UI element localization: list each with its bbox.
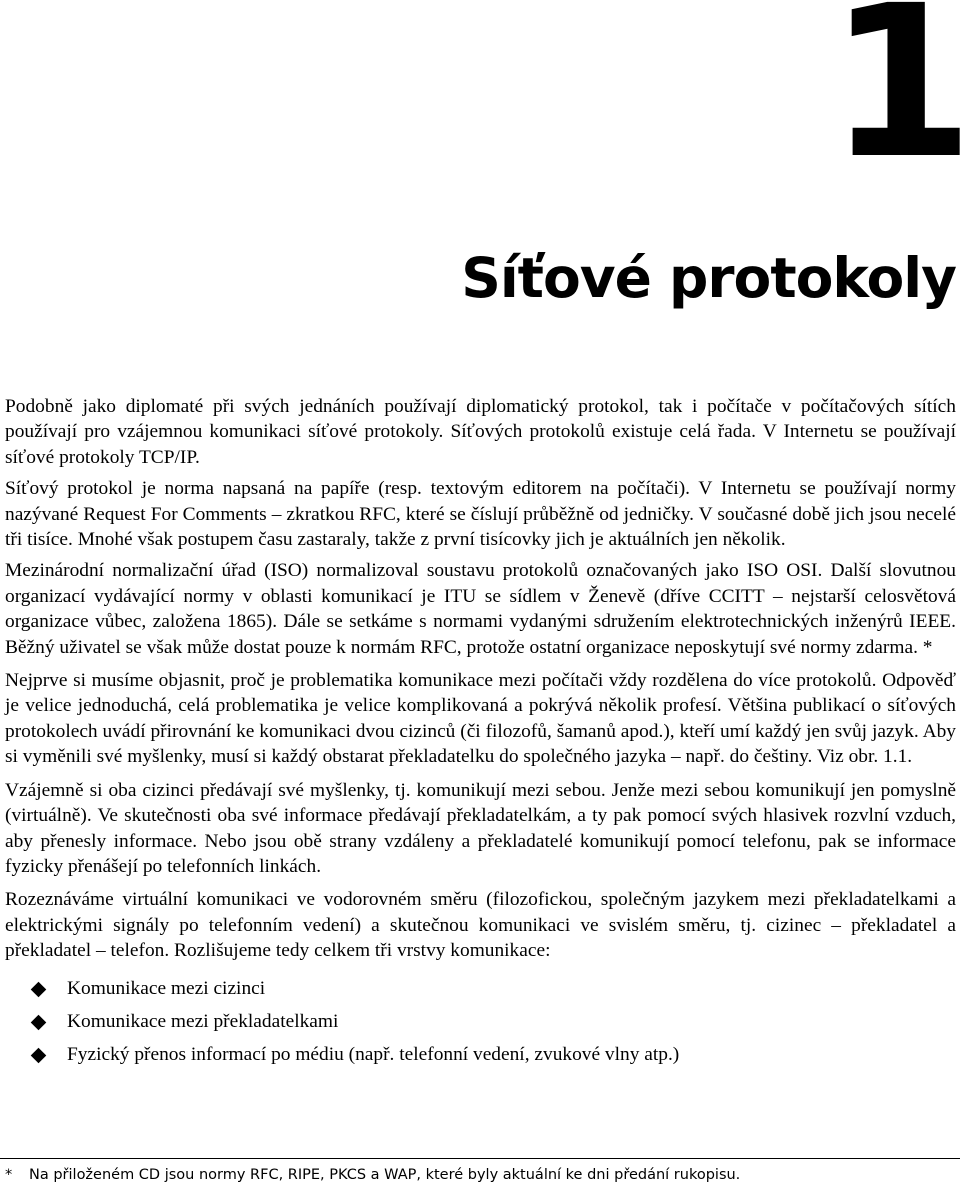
list-item-label: Komunikace mezi překladatelkami	[67, 1010, 339, 1032]
chapter-title: Síťové protokoly	[461, 246, 956, 310]
diamond-bullet-icon	[31, 981, 47, 997]
footnote-mark: *	[5, 1167, 13, 1183]
footnote-text: Na přiloženém CD jsou normy RFC, RIPE, PKCS a WAP, které byly aktuální ke dni předání rukopisu.	[29, 1167, 741, 1183]
list-item	[5, 976, 956, 1009]
list-item-label: Fyzický přenos informací po médiu (např. telefonní vedení, zvukové vlny atp.)	[67, 1043, 680, 1065]
diamond-bullet-icon	[31, 1047, 47, 1063]
paragraph-directions: Rozeznáváme virtuální komunikaci ve vodorovném směru (filozofickou, společným jazykem mezi překladatelkami a elektrickými signály po telefonním vedení) a skutečnou komunikaci ve svislém směru, tj. cizinec – překladatel a překladatel – telefon. Rozlišujeme tedy celkem tři vrstvy komunikace:	[5, 889, 956, 962]
diamond-bullet-icon	[31, 1014, 47, 1030]
list-item	[5, 1042, 956, 1075]
paragraph-iso: Mezinárodní normalizační úřad (ISO) normalizoval soustavu protokolů označovaných jako ISO OSI. Další slovutnou organizací vydávající normy v oblasti komunikací je ITU se sídlem v Ženevě (dříve CCITT – nejstarší celosvětová organizace vůbec, založena 1865). Dále se setkáme s normami vydanými sdružením elektrotechnických inženýrů IEEE. Běžný uživatel se však může dostat pouze k normám RFC, protože ostatní organizace neposkytují své normy zdarma. *	[5, 560, 956, 658]
chapter-number: 1	[828, 0, 970, 205]
footnote	[5, 1165, 956, 1185]
layer-list	[5, 976, 956, 1075]
footnote-divider	[0, 1158, 960, 1159]
paragraph-rfc: Síťový protokol je norma napsaná na papíře (resp. textovým editorem na počítači). V Internetu se používají normy nazývané Request For Comments – zkratkou RFC, které se číslují průběžně od jedničky. V současné době jich jsou necelé tři tisíce. Mnohé však postupem času zastaraly, takže z první tisícovky jich je aktuálních jen několik.	[5, 478, 956, 551]
paragraph-layers: Nejprve si musíme objasnit, proč je problematika komunikace mezi počítači vždy rozdělena do více protokolů. Odpověď je velice jednoduchá, celá problematika je velice komplikovaná a pokrývá několik profesí. Většina publikací o síťových protokolech uvádí přirovnání ke komunikaci dvou cizinců (či filozofů, šamanů apod.), kteří umí každý jen svůj jazyk. Aby si vyměnili své myšlenky, musí si každý obstarat překladatelku do společného jazyka – např. do češtiny. Viz obr. 1.1.	[5, 670, 956, 768]
paragraph-intro: Podobně jako diplomaté při svých jednáních používají diplomatický protokol, tak i počítače v počítačových sítích používají pro vzájemnou komunikaci síťové protokoly. Síťových protokolů existuje celá řada. V Internetu se používají síťové protokoly TCP/IP.	[5, 396, 956, 468]
body-text	[5, 394, 956, 1075]
paragraph-virtual: Vzájemně si oba cizinci předávají své myšlenky, tj. komunikují mezi sebou. Jenže mezi sebou komunikují jen pomyslně (virtuálně). Ve skutečnosti oba své informace předávají překladatelkám, a ty pak pomocí svých hlasivek rozvlní vzduch, aby přenesly informace. Nebo jsou obě strany vzdáleny a překladatelé komunikují pomocí telefonu, pak se informace fyzicky přenášejí po telefonních linkách.	[5, 779, 956, 877]
list-item-label: Komunikace mezi cizinci	[67, 977, 266, 999]
list-item	[5, 1009, 956, 1042]
